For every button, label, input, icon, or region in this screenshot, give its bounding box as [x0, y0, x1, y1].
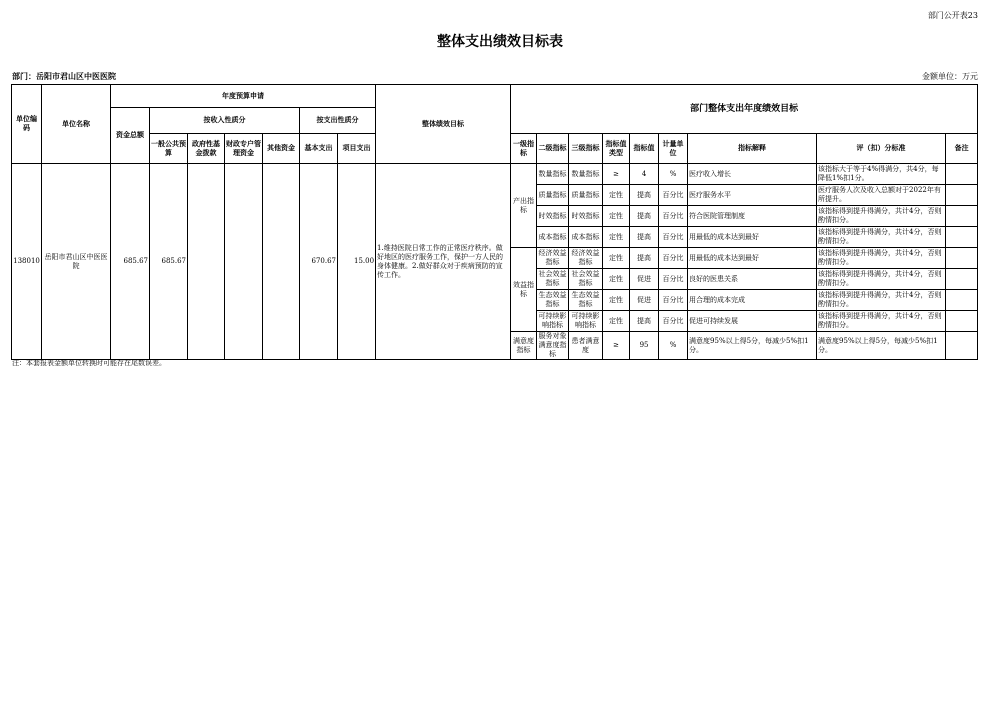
cell-scoring: 医疗服务人次及收入总额对于2022年有所提升。: [817, 185, 946, 206]
header-other-fund: 其他资金: [263, 134, 300, 164]
cell-value: 提高: [630, 227, 659, 248]
cell-level3: 时效指标: [569, 206, 603, 227]
cell-remark: [946, 311, 978, 332]
cell-measure-unit: %: [659, 164, 688, 185]
cell-value: 提高: [630, 311, 659, 332]
header-total: 资金总额: [111, 108, 150, 164]
cell-remark: [946, 206, 978, 227]
page-title: 整体支出绩效目标表: [437, 34, 563, 50]
cell-scoring: 该指标得到提升得满分，共计4分，否则酌情扣分。: [817, 290, 946, 311]
cell-level2: 时效指标: [537, 206, 569, 227]
header-unit-name: 单位名称: [42, 85, 111, 164]
header-general-budget: 一般公共预算: [150, 134, 188, 164]
cell-level3: 患者满意度: [569, 332, 603, 360]
cell-value: 95: [630, 332, 659, 360]
cell-level1: 产出指标: [511, 164, 537, 248]
cell-value: 提高: [630, 185, 659, 206]
cell-level2: 服务对象满意度指标: [538, 332, 567, 358]
currency-unit-label: 金额单位：万元: [922, 72, 978, 81]
cell-remark: [946, 248, 978, 269]
cell-explanation: 促进可持续发展: [688, 311, 817, 332]
header-value-type: 指标值类型: [603, 134, 630, 164]
cell-measure-unit: 百分比: [659, 185, 688, 206]
cell-value: 提高: [630, 206, 659, 227]
cell-total: 685.67: [111, 164, 150, 360]
cell-scoring: 该指标得到提升得满分，共计4分，否则酌情扣分。: [817, 227, 946, 248]
header-by-expense: 按支出性质分: [300, 108, 376, 134]
cell-level3: 经济效益指标: [569, 248, 603, 269]
cell-explanation: 用合理的成本完成: [688, 290, 817, 311]
cell-explanation: 医疗收入增长: [688, 164, 817, 185]
cell-remark: [946, 290, 978, 311]
cell-level2: 数量指标: [537, 164, 569, 185]
header-by-income: 按收入性质分: [150, 108, 300, 134]
header-level2: 二级指标: [537, 134, 569, 164]
header-level3: 三级指标: [569, 134, 603, 164]
cell-level2: 经济效益指标: [537, 248, 569, 269]
cell-value: 提高: [630, 248, 659, 269]
cell-remark: [946, 185, 978, 206]
cell-scoring: 该指标得到提升得满分，共计4分，否则酌情扣分。: [817, 311, 946, 332]
cell-level3: 数量指标: [569, 164, 603, 185]
cell-measure-unit: 百分比: [659, 269, 688, 290]
cell-value-type: 定性: [603, 185, 630, 206]
cell-level2: 成本指标: [537, 227, 569, 248]
cell-value-type: 定性: [603, 206, 630, 227]
cell-remark: [946, 164, 978, 185]
cell-scoring: 该指标大于等于4%得满分，共4分，每降低1%扣1分。: [817, 164, 946, 185]
cell-scoring: 该指标得到提升得满分，共计4分，否则酌情扣分。: [817, 248, 946, 269]
cell-level1: 满意度指标: [511, 332, 537, 360]
cell-value: 促进: [630, 269, 659, 290]
cell-explanation: 良好的医患关系: [688, 269, 817, 290]
cell-level2: 生态效益指标: [537, 290, 569, 311]
cell-explanation: 满意度95%以上得5分，每减少5%扣1分。: [688, 332, 817, 360]
cell-level3: 生态效益指标: [569, 290, 603, 311]
header-overall-goal: 整体绩效目标: [376, 85, 511, 164]
cell-remark: [946, 269, 978, 290]
department-label: 部门：岳阳市君山区中医医院: [12, 71, 116, 81]
cell-unit-code: 138010: [12, 164, 42, 360]
cell-level2: 质量指标: [537, 185, 569, 206]
cell-level3: 可持续影响指标: [569, 311, 603, 332]
header-project-expense: 项目支出: [338, 134, 376, 164]
header-gov-fund: 政府性基金拨款: [188, 134, 225, 164]
cell-explanation: 用最低的成本达到最好: [688, 248, 817, 269]
cell-level3: 社会效益指标: [569, 269, 603, 290]
header-special-fund: 财政专户管理资金: [225, 134, 263, 164]
header-explanation: 指标解释: [688, 134, 817, 164]
cell-value-type: 定性: [603, 227, 630, 248]
table-number-label: 部门公开表23: [927, 11, 978, 20]
cell-other-fund: [263, 164, 300, 360]
cell-basic-expense: 670.67: [300, 164, 338, 360]
cell-value: 促进: [630, 290, 659, 311]
cell-value-type: 定性: [603, 311, 630, 332]
cell-scoring: 该指标得到提升得满分，共计4分，否则酌情扣分。: [817, 269, 946, 290]
cell-measure-unit: %: [659, 332, 688, 360]
performance-table: [11, 84, 978, 360]
header-level1: 一级指标: [511, 134, 537, 164]
footnote: 注：本套报表金额单位转换时可能存在尾数误差。: [12, 359, 166, 367]
header-remark: 备注: [946, 134, 978, 164]
cell-value-type: 定性: [603, 290, 630, 311]
cell-unit-name: 岳阳市君山区中医医院: [42, 164, 111, 360]
header-basic-expense: 基本支出: [300, 134, 338, 164]
header-unit-code: 单位编码: [12, 85, 42, 164]
cell-project-expense: 15.00: [338, 164, 376, 360]
cell-measure-unit: 百分比: [659, 290, 688, 311]
header-annual-budget: 年度预算申请: [111, 85, 376, 108]
cell-overall-goal: 1.维持医院日常工作的正常医疗秩序。做好地区的医疗服务工作，保护一方人民的身体健康。2.做好群众对于疾病预防的宣传工作。: [376, 164, 511, 360]
header-measure-unit: 计量单位: [659, 134, 688, 164]
cell-gov-fund: [188, 164, 225, 360]
cell-value-type: ≥: [603, 332, 630, 360]
cell-remark: [946, 332, 978, 360]
header-scoring: 评（扣）分标准: [817, 134, 946, 164]
cell-value-type: 定性: [603, 248, 630, 269]
cell-general-budget: 685.67: [150, 164, 188, 360]
cell-scoring: 满意度95%以上得5分，每减少5%扣1分。: [817, 332, 946, 360]
cell-level2: 社会效益指标: [537, 269, 569, 290]
cell-value: 4: [630, 164, 659, 185]
cell-measure-unit: 百分比: [659, 206, 688, 227]
cell-explanation: 用最低的成本达到最好: [688, 227, 817, 248]
cell-value-type: ≥: [603, 164, 630, 185]
cell-level3: 质量指标: [569, 185, 603, 206]
cell-level2: 可持续影响指标: [537, 311, 569, 332]
cell-scoring: 该指标得到提升得满分，共计4分，否则酌情扣分。: [817, 206, 946, 227]
cell-level3: 成本指标: [569, 227, 603, 248]
cell-explanation: 医疗服务水平: [688, 185, 817, 206]
cell-special-fund: [225, 164, 263, 360]
cell-value-type: 定性: [603, 269, 630, 290]
header-value: 指标值: [630, 134, 659, 164]
cell-measure-unit: 百分比: [659, 311, 688, 332]
cell-measure-unit: 百分比: [659, 227, 688, 248]
cell-remark: [946, 227, 978, 248]
cell-explanation: 符合医院管理制度: [688, 206, 817, 227]
cell-level1: 效益指标: [511, 248, 537, 332]
header-dept-goal: 部门整体支出年度绩效目标: [511, 85, 978, 134]
cell-measure-unit: 百分比: [659, 248, 688, 269]
